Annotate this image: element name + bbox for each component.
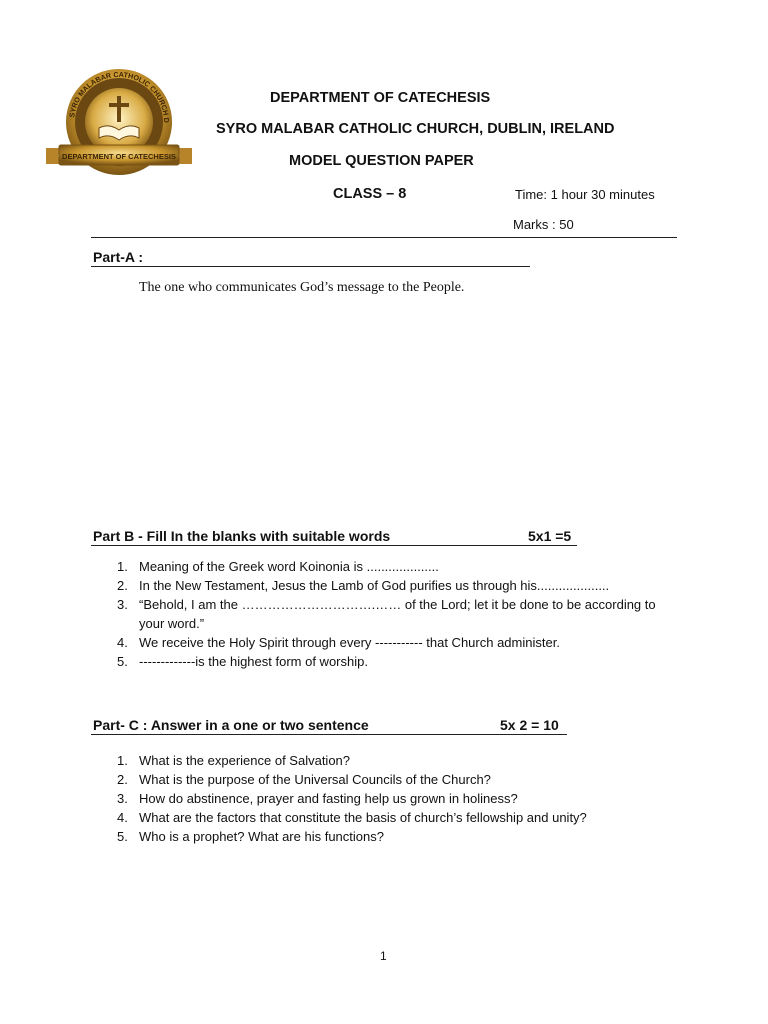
item-text: -------------is the highest form of worship. xyxy=(139,654,368,669)
church-title: SYRO MALABAR CATHOLIC CHURCH, DUBLIN, IRELAND xyxy=(216,121,615,137)
time-label: Time: 1 hour 30 minutes xyxy=(515,187,655,202)
part-b-title: Part B - Fill In the blanks with suitable words xyxy=(93,528,391,544)
department-logo xyxy=(44,68,194,180)
item-number: 4. xyxy=(117,810,128,825)
part-b-list xyxy=(93,557,683,671)
part-a-title: Part-A : xyxy=(93,249,144,265)
item-number: 5. xyxy=(117,829,128,844)
header-divider xyxy=(91,237,677,238)
item-text: In the New Testament, Jesus the Lamb of God purifies us through his.................... xyxy=(139,578,610,593)
part-c-underline xyxy=(91,734,567,735)
item-text: We receive the Holy Spirit through every ----------- that Church administer. xyxy=(139,635,560,650)
item-text: What are the factors that constitute the basis of church’s fellowship and unity? xyxy=(139,810,587,825)
list-item xyxy=(93,576,683,595)
paper-title: MODEL QUESTION PAPER xyxy=(289,153,474,169)
list-item xyxy=(93,751,683,770)
list-item xyxy=(93,827,683,846)
item-number: 3. xyxy=(117,597,128,612)
item-number: 1. xyxy=(117,753,128,768)
logo-banner-text: DEPARTMENT OF CATECHESIS xyxy=(62,152,176,161)
page-number: 1 xyxy=(380,949,387,963)
list-item xyxy=(93,770,683,789)
part-b-underline xyxy=(91,545,577,546)
part-c-marks: 5x 2 = 10 xyxy=(500,717,559,733)
list-item xyxy=(93,789,683,808)
list-item xyxy=(93,652,683,671)
marks-label: Marks : 50 xyxy=(513,217,574,232)
list-item xyxy=(93,557,683,576)
part-c-list xyxy=(93,751,683,846)
list-item xyxy=(93,633,683,652)
item-number: 2. xyxy=(117,772,128,787)
item-text: What is the experience of Salvation? xyxy=(139,753,351,768)
item-text: Who is a prophet? What are his functions? xyxy=(139,829,384,844)
item-text: Meaning of the Greek word Koinonia is .................... xyxy=(139,559,439,574)
part-a-underline xyxy=(91,266,530,267)
item-number: 2. xyxy=(117,578,128,593)
class-label: CLASS – 8 xyxy=(333,186,407,202)
item-number: 4. xyxy=(117,635,128,650)
department-title: DEPARTMENT OF CATECHESIS xyxy=(270,90,491,106)
item-text: “Behold, I am the ………………………….…… of the Lord; let it be done to be according to your word.” xyxy=(139,597,656,631)
item-number: 5. xyxy=(117,654,128,669)
item-number: 3. xyxy=(117,791,128,806)
logo-ring-text: SYRO MALABAR CATHOLIC CHURCH D xyxy=(67,69,172,124)
item-text: How do abstinence, prayer and fasting help us grown in holiness? xyxy=(139,791,518,806)
part-a-question: The one who communicates God’s message to the People. xyxy=(139,280,465,295)
list-item xyxy=(93,595,683,633)
part-b-marks: 5x1 =5 xyxy=(528,528,572,544)
part-c-title: Part- C : Answer in a one or two sentence xyxy=(93,717,369,733)
item-number: 1. xyxy=(117,559,128,574)
list-item xyxy=(93,808,683,827)
item-text: What is the purpose of the Universal Councils of the Church? xyxy=(139,772,491,787)
